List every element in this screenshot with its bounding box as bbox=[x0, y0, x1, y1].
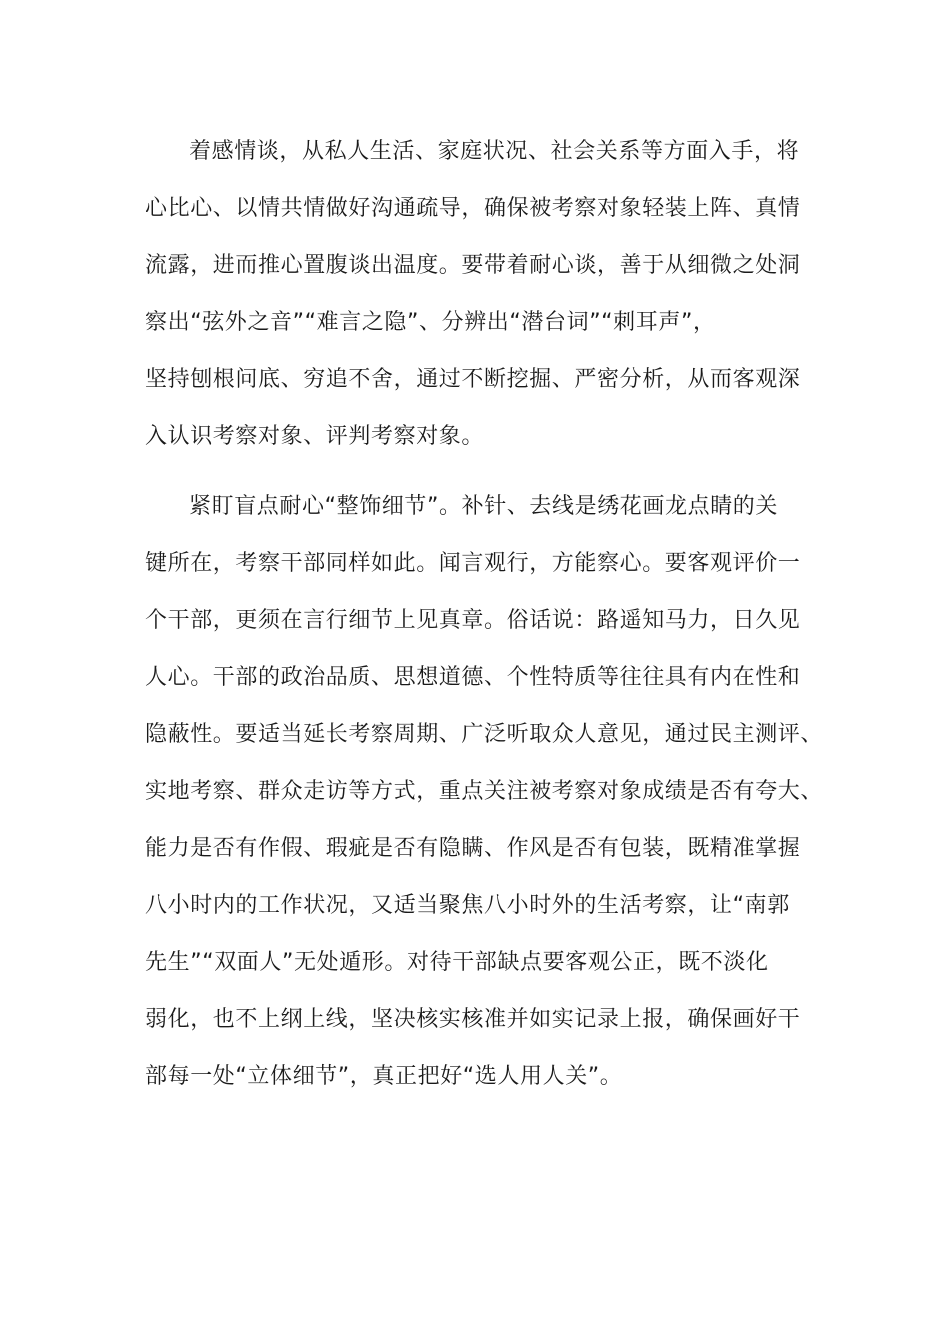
paragraph-line: 八小时内的工作状况，又适当聚焦八小时外的生活考察，让“南郭 bbox=[145, 893, 790, 918]
paragraph-line: 着感情谈，从私人生活、家庭状况、社会关系等方面入手，将 bbox=[189, 139, 800, 164]
paragraph-line: 先生”“双面人”无处遁形。对待干部缺点要客观公正，既不淡化 bbox=[145, 950, 769, 975]
paragraph-line: 隐蔽性。要适当延长考察周期、广泛听取众人意见，通过民主测评、 bbox=[145, 722, 824, 747]
paragraph-line: 入认识考察对象、评判考察对象。 bbox=[145, 424, 485, 449]
paragraph-line: 人心。干部的政治品质、思想道德、个性特质等往往具有内在性和 bbox=[145, 665, 801, 690]
paragraph-2 bbox=[145, 478, 824, 1105]
paragraph-line: 能力是否有作假、瑕疵是否有隐瞒、作风是否有包装，既精准掌握 bbox=[145, 836, 801, 861]
paragraph-line: 键所在，考察干部同样如此。闻言观行，方能察心。要客观评价一 bbox=[145, 551, 801, 576]
paragraph-line: 弱化，也不上纲上线，坚决核实核准并如实记录上报，确保画好干 bbox=[145, 1007, 801, 1032]
paragraph-line: 实地考察、群众走访等方式，重点关注被考察对象成绩是否有夸大、 bbox=[145, 779, 824, 804]
paragraph-line: 部每一处“立体细节”，真正把好“选人用人关”。 bbox=[145, 1064, 623, 1089]
paragraph-line: 流露，进而推心置腹谈出温度。要带着耐心谈，善于从细微之处洞 bbox=[145, 253, 801, 278]
paragraph-1 bbox=[145, 123, 815, 465]
paragraph-line: 坚持刨根问底、穷追不舍，通过不断挖掘、严密分析，从而客观深 bbox=[145, 367, 801, 392]
paragraph-line: 察出“弦外之音”“难言之隐”、分辨出“潜台词”“刺耳声”， bbox=[145, 310, 716, 335]
paragraph-line: 个干部，更须在言行细节上见真章。俗话说：路遥知马力，日久见 bbox=[145, 608, 801, 633]
paragraph-line: 紧盯盲点耐心“整饰细节”。补针、去线是绣花画龙点睛的关 bbox=[189, 494, 778, 519]
paragraph-line: 心比心、以情共情做好沟通疏导，确保被考察对象轻装上阵、真情 bbox=[145, 196, 801, 221]
